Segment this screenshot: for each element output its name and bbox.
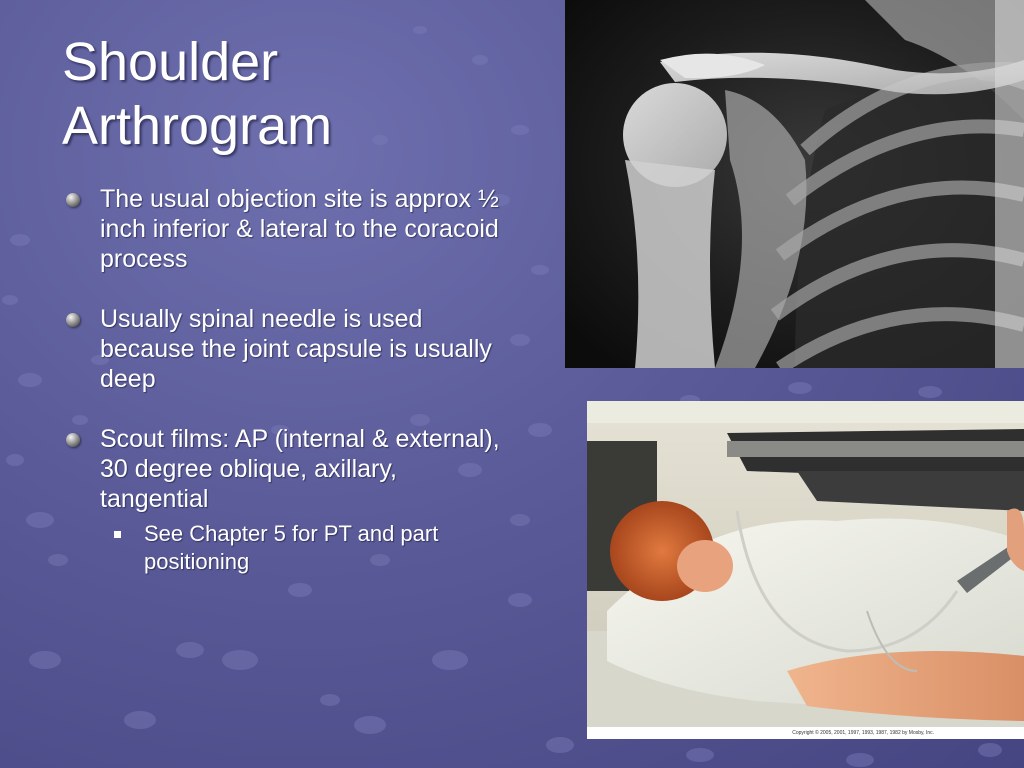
bullet-list	[62, 184, 512, 606]
sphere-bullet-icon	[66, 193, 80, 207]
bullet-item	[62, 424, 512, 576]
square-bullet-icon	[114, 531, 121, 538]
title-line-1: Shoulder	[62, 32, 279, 92]
slide-title	[62, 30, 542, 158]
photo-copyright: Copyright © 2005, 2001, 1997, 1993, 1987, 1982 by Mosby, Inc.	[587, 727, 1024, 739]
bullet-text: Scout films: AP (internal & external), 30 degree oblique, axillary, tangential	[100, 425, 500, 513]
sub-bullet-text: See Chapter 5 for PT and part positioning	[144, 521, 439, 574]
sub-bullet-list	[100, 520, 512, 576]
bullet-item	[62, 184, 512, 274]
bullet-text: The usual objection site is approx ½ inch inferior & lateral to the coracoid process	[100, 185, 499, 273]
bullet-text: Usually spinal needle is used because the joint capsule is usually deep	[100, 305, 492, 393]
shoulder-xray-image	[565, 0, 1024, 368]
sub-bullet-item	[100, 520, 512, 576]
xray-illustration	[565, 0, 1024, 368]
photo-illustration	[587, 401, 1024, 727]
title-line-2: Arthrogram	[62, 96, 333, 156]
bullet-item	[62, 304, 512, 394]
patient-positioning-photo	[587, 401, 1024, 739]
sphere-bullet-icon	[66, 313, 80, 327]
sphere-bullet-icon	[66, 433, 80, 447]
